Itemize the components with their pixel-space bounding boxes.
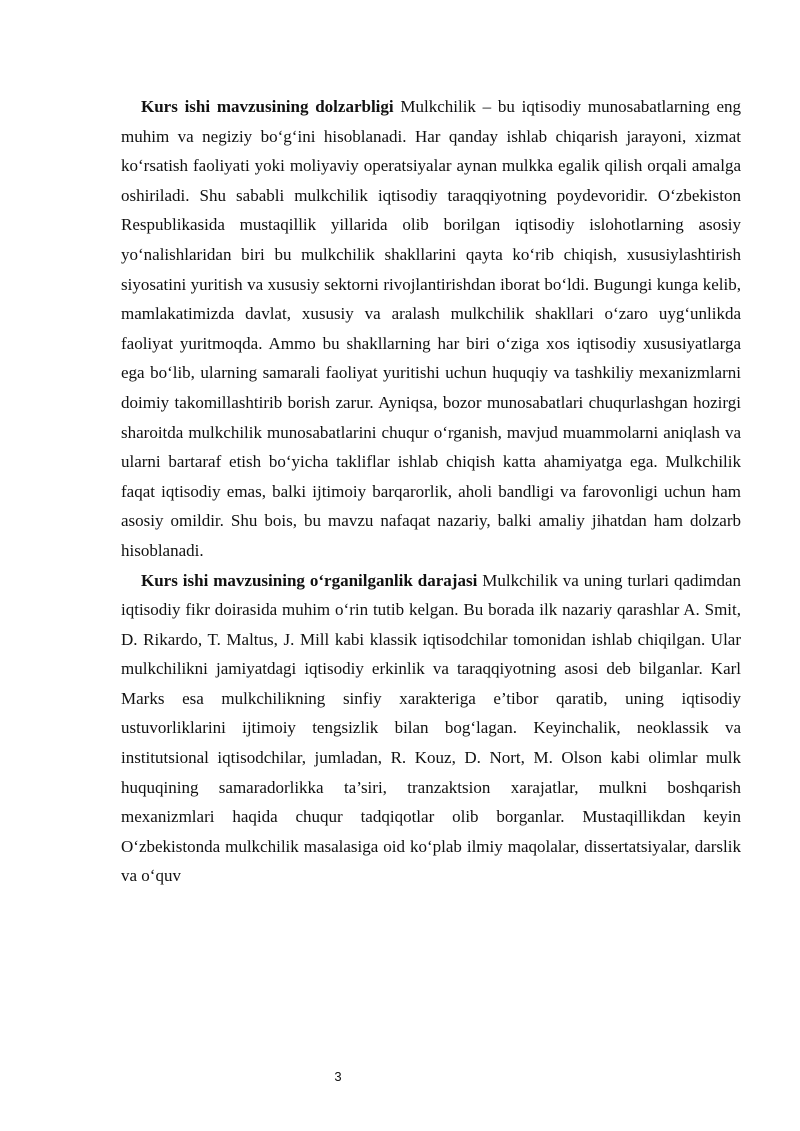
page-number: 3 — [334, 1069, 342, 1084]
paragraph-body-relevance: Mulkchilik – bu iqtisodiy munosabatlarning eng muhim va negiziy bo‘g‘ini hisoblanadi. Har qanday ishlab chiqarish jarayoni, xizmat ko‘rsatish faoliyati yoki moliyaviy operatsiyalar aynan mulkka egalik qilish orqali amalga oshiriladi. Shu sababli mulkchilik iqtisodiy taraqqiyotning poydevoridir. O‘zbekiston Respublikasida mustaqillik yillarida olib borilgan iqtisodiy islohotlarning asosiy yo‘nalishlaridan biri bu mulkchilik shakllarini qayta ko‘rib chiqish, xususiylashtirish siyosatini yuritish va xususiy sektorni rivojlantirishdan iborat bo‘ldi. Bugungi kunga kelib, mamlakatimizda davlat, xususiy va aralash mulkchilik shakllari o‘zaro uyg‘unlikda faoliyat yuritmoqda. Ammo bu shakllarning har biri o‘ziga xos iqtisodiy xususiyatlarga ega bo‘lib, ularning samarali faoliyat yuritishi uchun huquqiy va tashkiliy mexanizmlarni doimiy takomillashtirib borish zarur. Ayniqsa, bozor munosabatlari chuqurlashgan hozirgi sharoitda mulkchilik munosabatlarini chuqur o‘rganish, mavjud muammolarni aniqlash va ularni bartaraf etish bo‘yicha takliflar ishlab chiqish katta ahamiyatga ega. Mulkchilik faqat iqtisodiy emas, balki ijtimoiy barqarorlik, aholi bandligi va farovonligi uchun ham asosiy omildir. Shu bois, bu mavzu nafaqat nazariy, balki amaliy jihatdan ham dolzarb hisoblanadi. — [121, 97, 742, 560]
body-text — [121, 92, 741, 891]
paragraph-body-study-level: Mulkchilik va uning turlari qadimdan iqtisodiy fikr doirasida muhim o‘rin tutib kelgan. Bu borada ilk nazariy qarashlar A. Smit, D. Rikardo, T. Maltus, J. Mill kabi klassik iqtisodchilar tomonidan ishlab chiqilgan. Ular mulkchilikni jamiyatdagi iqtisodiy erkinlik va taraqqiyotning asosi deb bilganlar. Karl Marks esa mulkchilikning sinfiy xarakteriga e’tibor qaratib, uning iqtisodiy ustuvorliklarini ijtimoiy tengsizlik bilan bog‘lagan. Keyinchalik, neoklassik va institutsional iqtisodchilar, jumladan, R. Kouz, D. Nort, M. Olson kabi olimlar mulk huquqining samaradorlikka ta’siri, tranzaktsion xarajatlar, mulkni boshqarish mexanizmlari haqida chuqur tadqiqotlar olib borganlar. Mustaqillikdan keyin O‘zbekistonda mulkchilik masalasiga oid ko‘plab ilmiy maqolalar, dissertatsiyalar, darslik va o‘quv — [121, 570, 742, 886]
paragraph-heading-relevance: Kurs ishi mavzusining dolzarbligi — [141, 97, 394, 116]
paragraph-relevance — [121, 92, 741, 566]
paragraph-study-level — [121, 566, 741, 892]
paragraph-heading-study-level: Kurs ishi mavzusining o‘rganilganlik darajasi — [141, 570, 478, 590]
